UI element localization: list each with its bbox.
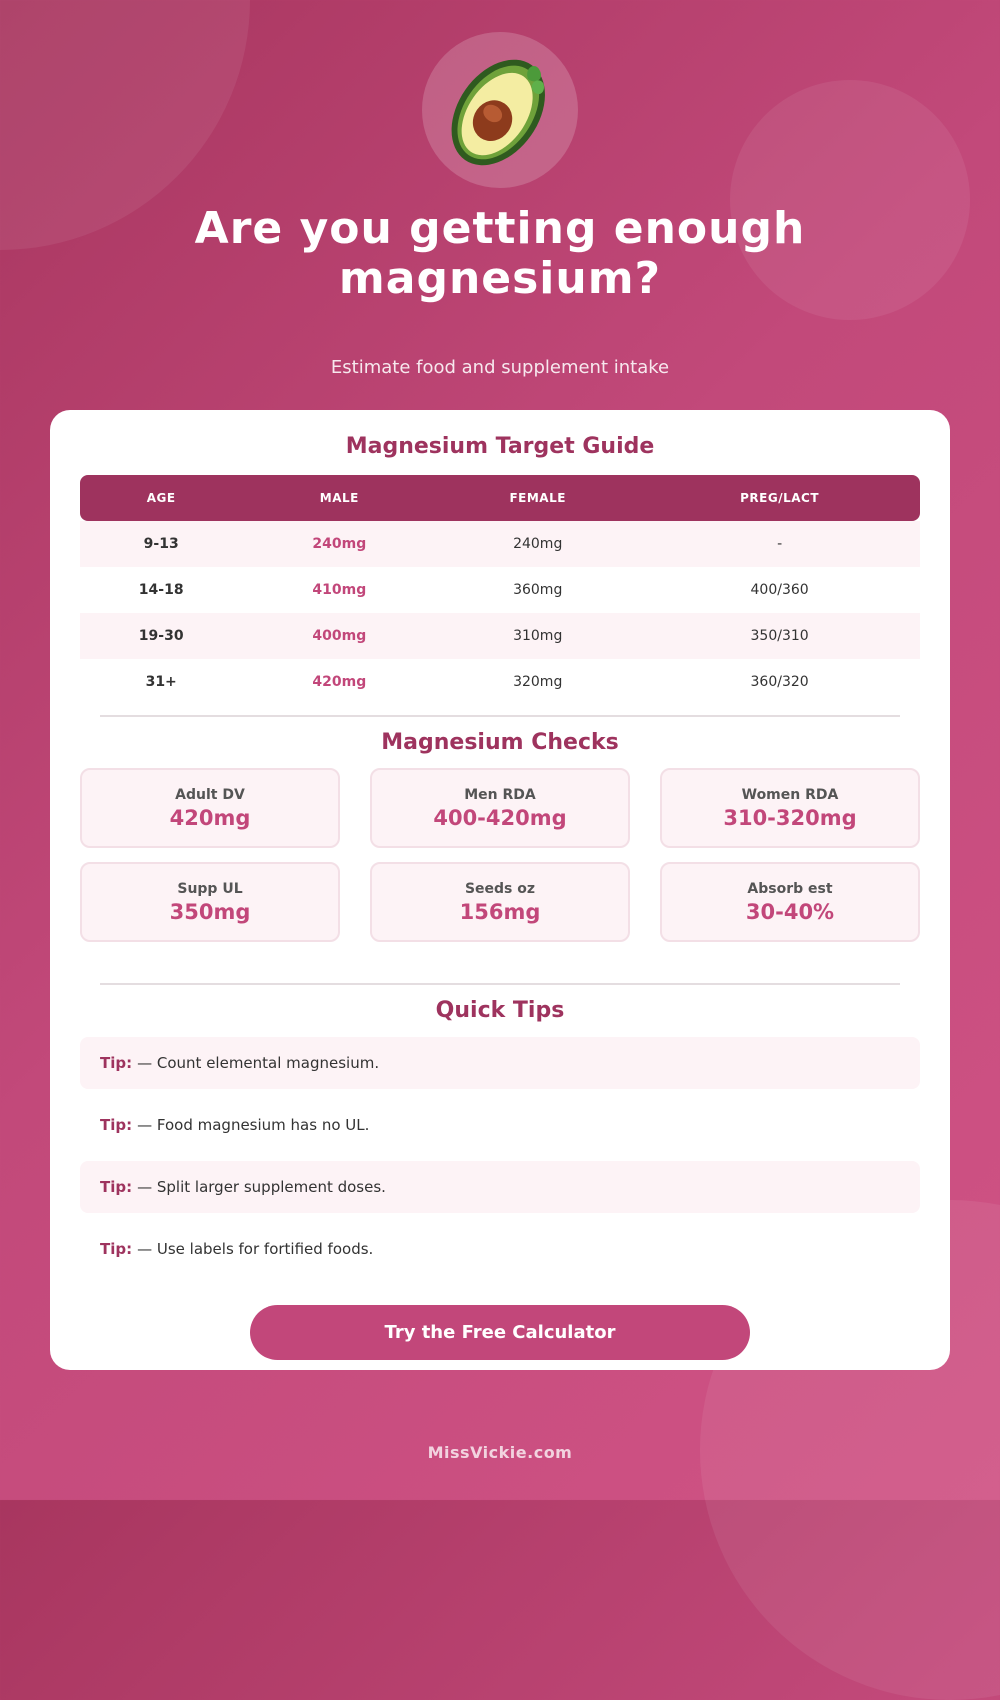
tip-key: Tip:: [100, 1240, 133, 1258]
preg-lact-cell: 350/310: [639, 613, 920, 659]
preg-lact-cell: -: [639, 521, 920, 567]
check-value: 420mg: [169, 806, 251, 830]
list-item: [80, 1037, 920, 1089]
table-row: [80, 567, 920, 613]
check-label: Absorb est: [747, 881, 833, 897]
preg-lact-cell: 400/360: [750, 582, 809, 598]
table-row: [80, 613, 920, 659]
preg-lact-cell: 360/320: [750, 674, 809, 690]
section-divider: [100, 983, 900, 985]
male-cell: 240mg: [242, 521, 436, 567]
check-label: Supp UL: [177, 881, 243, 897]
check-card: [660, 768, 920, 848]
check-value: 30-40%: [745, 900, 835, 924]
female-cell: 240mg: [436, 521, 639, 567]
tip-text: — Count elemental magnesium.: [137, 1054, 380, 1072]
tip-text: — Split larger supplement doses.: [137, 1178, 386, 1196]
age-cell: 19-30: [80, 613, 242, 659]
column-header: PREG/LACT: [639, 475, 920, 521]
guide-title: Magnesium Target Guide: [345, 434, 655, 459]
table-row: [80, 659, 920, 705]
check-label: Seeds oz: [464, 881, 536, 897]
page-title: Are you getting enough magnesium?: [194, 203, 806, 304]
check-value: 156mg: [459, 900, 541, 924]
check-card: [370, 768, 630, 848]
list-item: [80, 1099, 920, 1151]
target-guide-table: [80, 475, 920, 705]
checks-grid: [80, 768, 920, 942]
checks-title: Magnesium Checks: [381, 730, 619, 755]
check-card: [660, 862, 920, 942]
list-item: [80, 1161, 920, 1213]
female-cell: 360mg: [513, 582, 563, 598]
column-header: FEMALE: [436, 475, 639, 521]
check-label: Men RDA: [464, 787, 536, 803]
check-label: Women RDA: [741, 787, 839, 803]
hero-icon-badge: [422, 32, 578, 188]
list-item: [80, 1223, 920, 1275]
section-divider: [100, 715, 900, 717]
check-value: 400-420mg: [433, 806, 567, 830]
female-cell: 310mg: [436, 613, 639, 659]
tip-key: Tip:: [100, 1178, 133, 1196]
age-cell: 9-13: [80, 521, 242, 567]
column-header: MALE: [242, 475, 436, 521]
age-cell: 14-18: [138, 582, 184, 598]
table-row: [80, 521, 920, 567]
tip-key: Tip:: [100, 1054, 133, 1072]
page-subtitle: Estimate food and supplement intake: [330, 357, 670, 378]
content-card: [50, 410, 950, 1370]
check-label: Adult DV: [175, 787, 245, 803]
column-header: AGE: [80, 475, 242, 521]
check-card: [370, 862, 630, 942]
table-header-row: [80, 475, 920, 521]
avocado-icon: [440, 45, 560, 175]
footer-brand[interactable]: MissVickie.com: [427, 1443, 573, 1462]
age-cell: 31+: [145, 674, 177, 690]
tips-title: Quick Tips: [435, 998, 565, 1023]
check-value: 310-320mg: [723, 806, 857, 830]
tip-key: Tip:: [100, 1116, 133, 1134]
male-cell: 400mg: [242, 613, 436, 659]
check-card: [80, 862, 340, 942]
tip-text: — Use labels for fortified foods.: [137, 1240, 374, 1258]
calculator-button[interactable]: Try the Free Calculator: [250, 1305, 750, 1360]
male-cell: 410mg: [312, 582, 367, 598]
check-value: 350mg: [169, 900, 251, 924]
tips-list: [80, 1037, 920, 1285]
female-cell: 320mg: [513, 674, 563, 690]
male-cell: 420mg: [312, 674, 367, 690]
tip-text: — Food magnesium has no UL.: [137, 1116, 370, 1134]
check-card: [80, 768, 340, 848]
